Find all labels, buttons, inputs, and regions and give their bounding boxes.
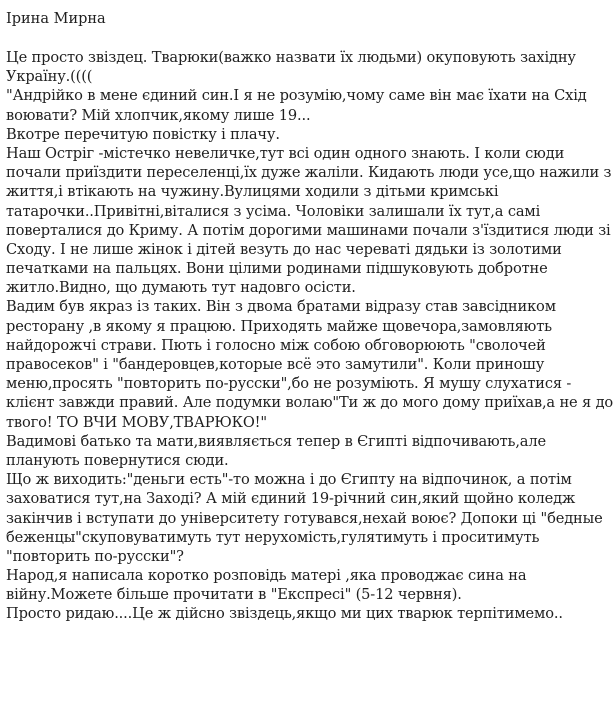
author-name[interactable]: Ірина Мирна [6,11,106,27]
post-line: війну.Можете більше прочитати в "Експресі" (5-12 червня). [6,586,462,604]
post-line: ресторану ,в якому я працюю. Приходять майже щовечора,замовляють [6,317,552,335]
post-line: почали приїздити переселенці,їх дуже жаліли. Кидають люди усе,що нажили з [6,164,612,182]
post-line: Вкотре перечитую повістку і плачу. [6,125,280,143]
post-line: Вадим був якраз із таких. Він з двома братами відразу став завсідником [6,298,556,316]
post-line: воювати? Мій хлопчик,якому лише 19... [6,106,311,124]
post-line: Що ж виходить:"деньги есть"-то можна і до Єгипту на відпочинок, а потім [6,471,572,489]
post-line: беженцы"скуповуватимуть тут нерухомість,гулятимуть і проситимуть [6,528,540,546]
post-line: татарочки..Привітні,віталися з усіма. Чоловіки залишали їх тут,а самі [6,202,541,220]
post-line: меню,просять "повторить по-русски",бо не розуміють. Я мушу слухатися - [6,375,572,393]
post-line: печатками на пальцях. Вони цілими родинами підшуковують добротне [6,260,548,278]
post-line: клієнт завжди правий. Але подумки волаю"Ти ж до мого дому приїхав,а не я до [6,394,613,412]
post-line: закінчив і вступати до університету готувався,нехай воює? Допоки ці "бедные [6,509,603,527]
post-line: планують повернутися сюди. [6,451,229,469]
post-line: життя,і втікають на чужину.Вулицями ходили з дітьми кримські [6,183,499,201]
post-line: "Андрійко в мене єдиний син.І я не розумію,чому саме він має їхати на Схід [6,87,587,105]
post-line: Вадимові батько та мати,виявляється тепер в Єгипті відпочивають,але [6,432,546,450]
post-line: Це просто звіздец. Тварюки(важко назвати їх людьми) окуповують західну [6,49,576,66]
post-line: найдорожчі страви. Пють і голосно між собою обговорюють "сволочей [6,336,546,354]
post-line: житло.Видно, що думають тут надовго осісти. [6,279,356,297]
post-line: Україну.(((( [6,68,93,86]
post-line: заховатися тут,на Заході? А мій єдиний 19-річний син,який щойно коледж [6,490,576,508]
post-line: "повторить по-русски"? [6,547,184,565]
post-line: твого! ТО ВЧИ МОВУ,ТВАРЮКО!" [6,413,267,431]
post-line: поверталися до Криму. А потім дорогими машинами почали з'їздитися люди зі [6,221,611,239]
post-line: Народ,я написала коротко розповідь матері ,яка проводжає сина на [6,567,527,585]
post-line: Наш Остріг -містечко невеличке,тут всі один одного знають. І коли сюди [6,144,565,162]
post-line: Сходу. І не лише жінок і дітей везуть до нас череваті дядьки із золотими [6,240,562,258]
post-text [6,48,613,624]
post-line: правосеков" і "бандеровцев,которые всё это замутили". Коли приношу [6,356,545,373]
post-line: Просто ридаю....Це ж дійсно звіздець,якщо ми цих тварюк терпітимемо.. [6,605,563,623]
